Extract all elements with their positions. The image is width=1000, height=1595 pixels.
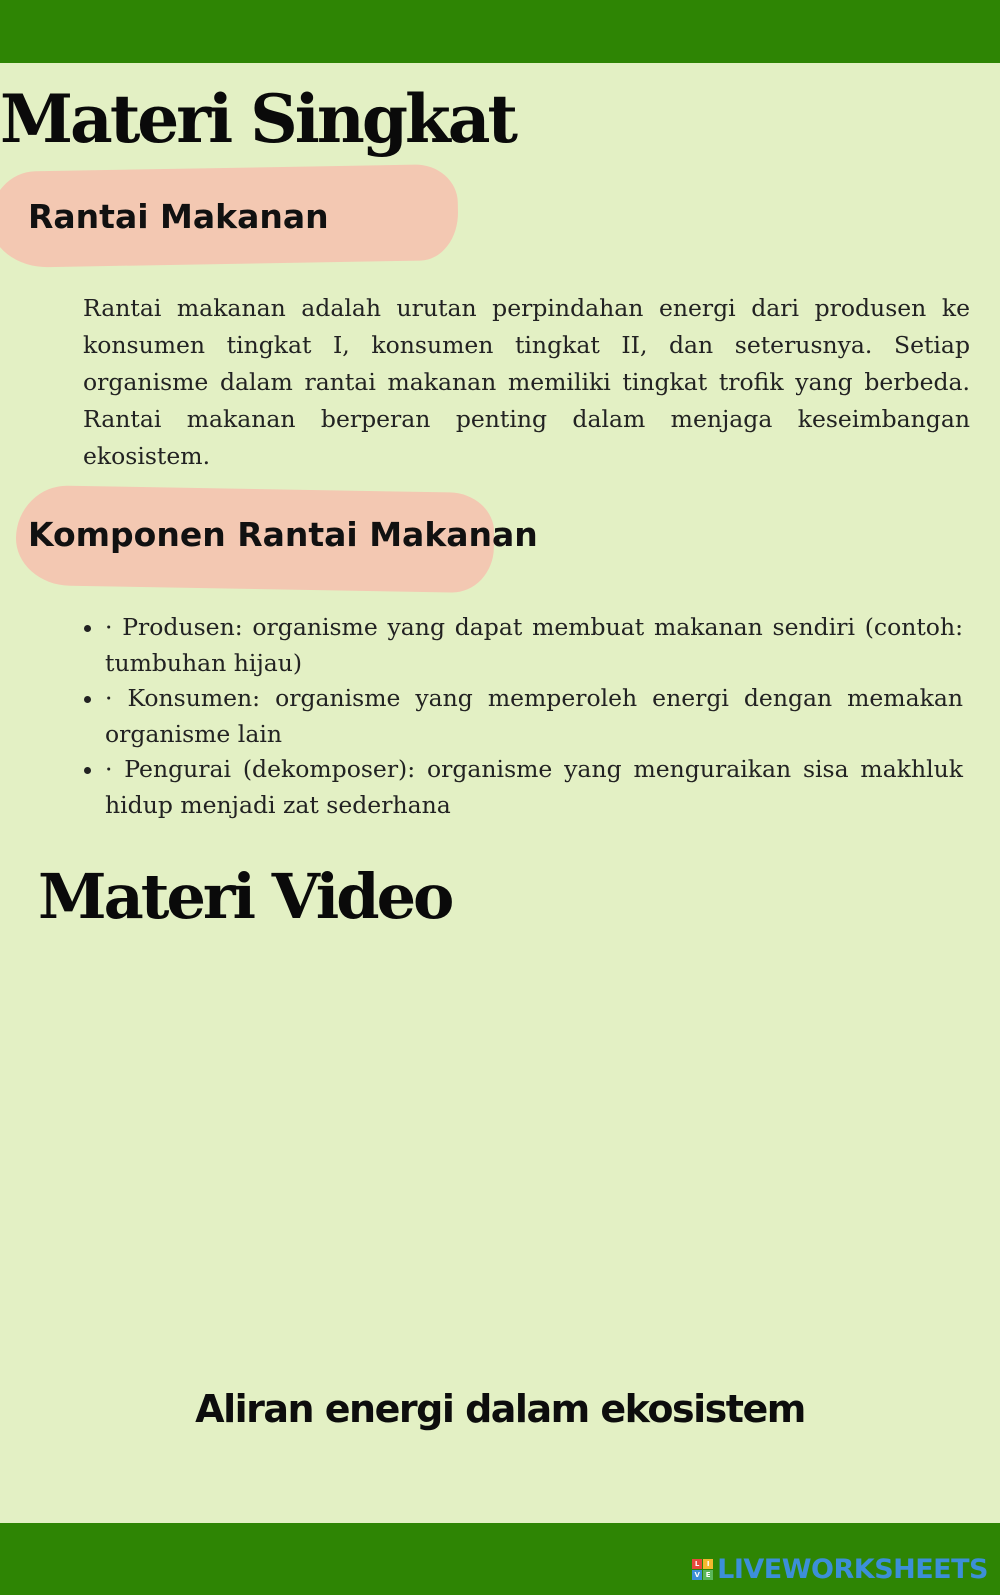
brand-name: LIVEWORKSHEETS: [717, 1554, 988, 1585]
section-heading-rantai-makanan: Rantai Makanan: [28, 197, 329, 236]
top-banner: [0, 0, 1000, 63]
video-caption: Aliran energi dalam ekosistem: [195, 1387, 805, 1431]
list-item-pengurai: • · Pengurai (dekomposer): organisme yang menguraikan sisa makhluk hidup menjadi zat sederhana: [105, 752, 963, 823]
logo-letter: E: [703, 1570, 713, 1580]
liveworksheets-brand[interactable]: [692, 1556, 988, 1583]
logo-letter: V: [692, 1570, 702, 1580]
video-section-title: Materi Video: [38, 860, 452, 933]
liveworksheets-logo-icon: [692, 1559, 713, 1580]
page-title: Materi Singkat: [0, 80, 515, 158]
section-heading-komponen: Komponen Rantai Makanan: [28, 515, 538, 554]
list-item-konsumen: • · Konsumen: organisme yang memperoleh energi dengan memakan organisme lain: [105, 681, 963, 752]
rantai-makanan-paragraph: Rantai makanan adalah urutan perpindahan energi dari produsen ke konsumen tingkat I, konsumen tingkat II, dan seterusnya. Setiap organisme dalam rantai makanan memiliki tingkat trofik yang berbeda. Rantai makanan berperan penting dalam menjaga keseimbangan ekosistem.: [83, 294, 970, 470]
komponen-list: [83, 610, 963, 823]
video-embed-area[interactable]: [38, 950, 958, 1390]
logo-letter: L: [692, 1559, 702, 1569]
logo-letter: I: [703, 1559, 713, 1569]
list-item-produsen: • · Produsen: organisme yang dapat membuat makanan sendiri (contoh: tumbuhan hijau): [105, 610, 963, 681]
